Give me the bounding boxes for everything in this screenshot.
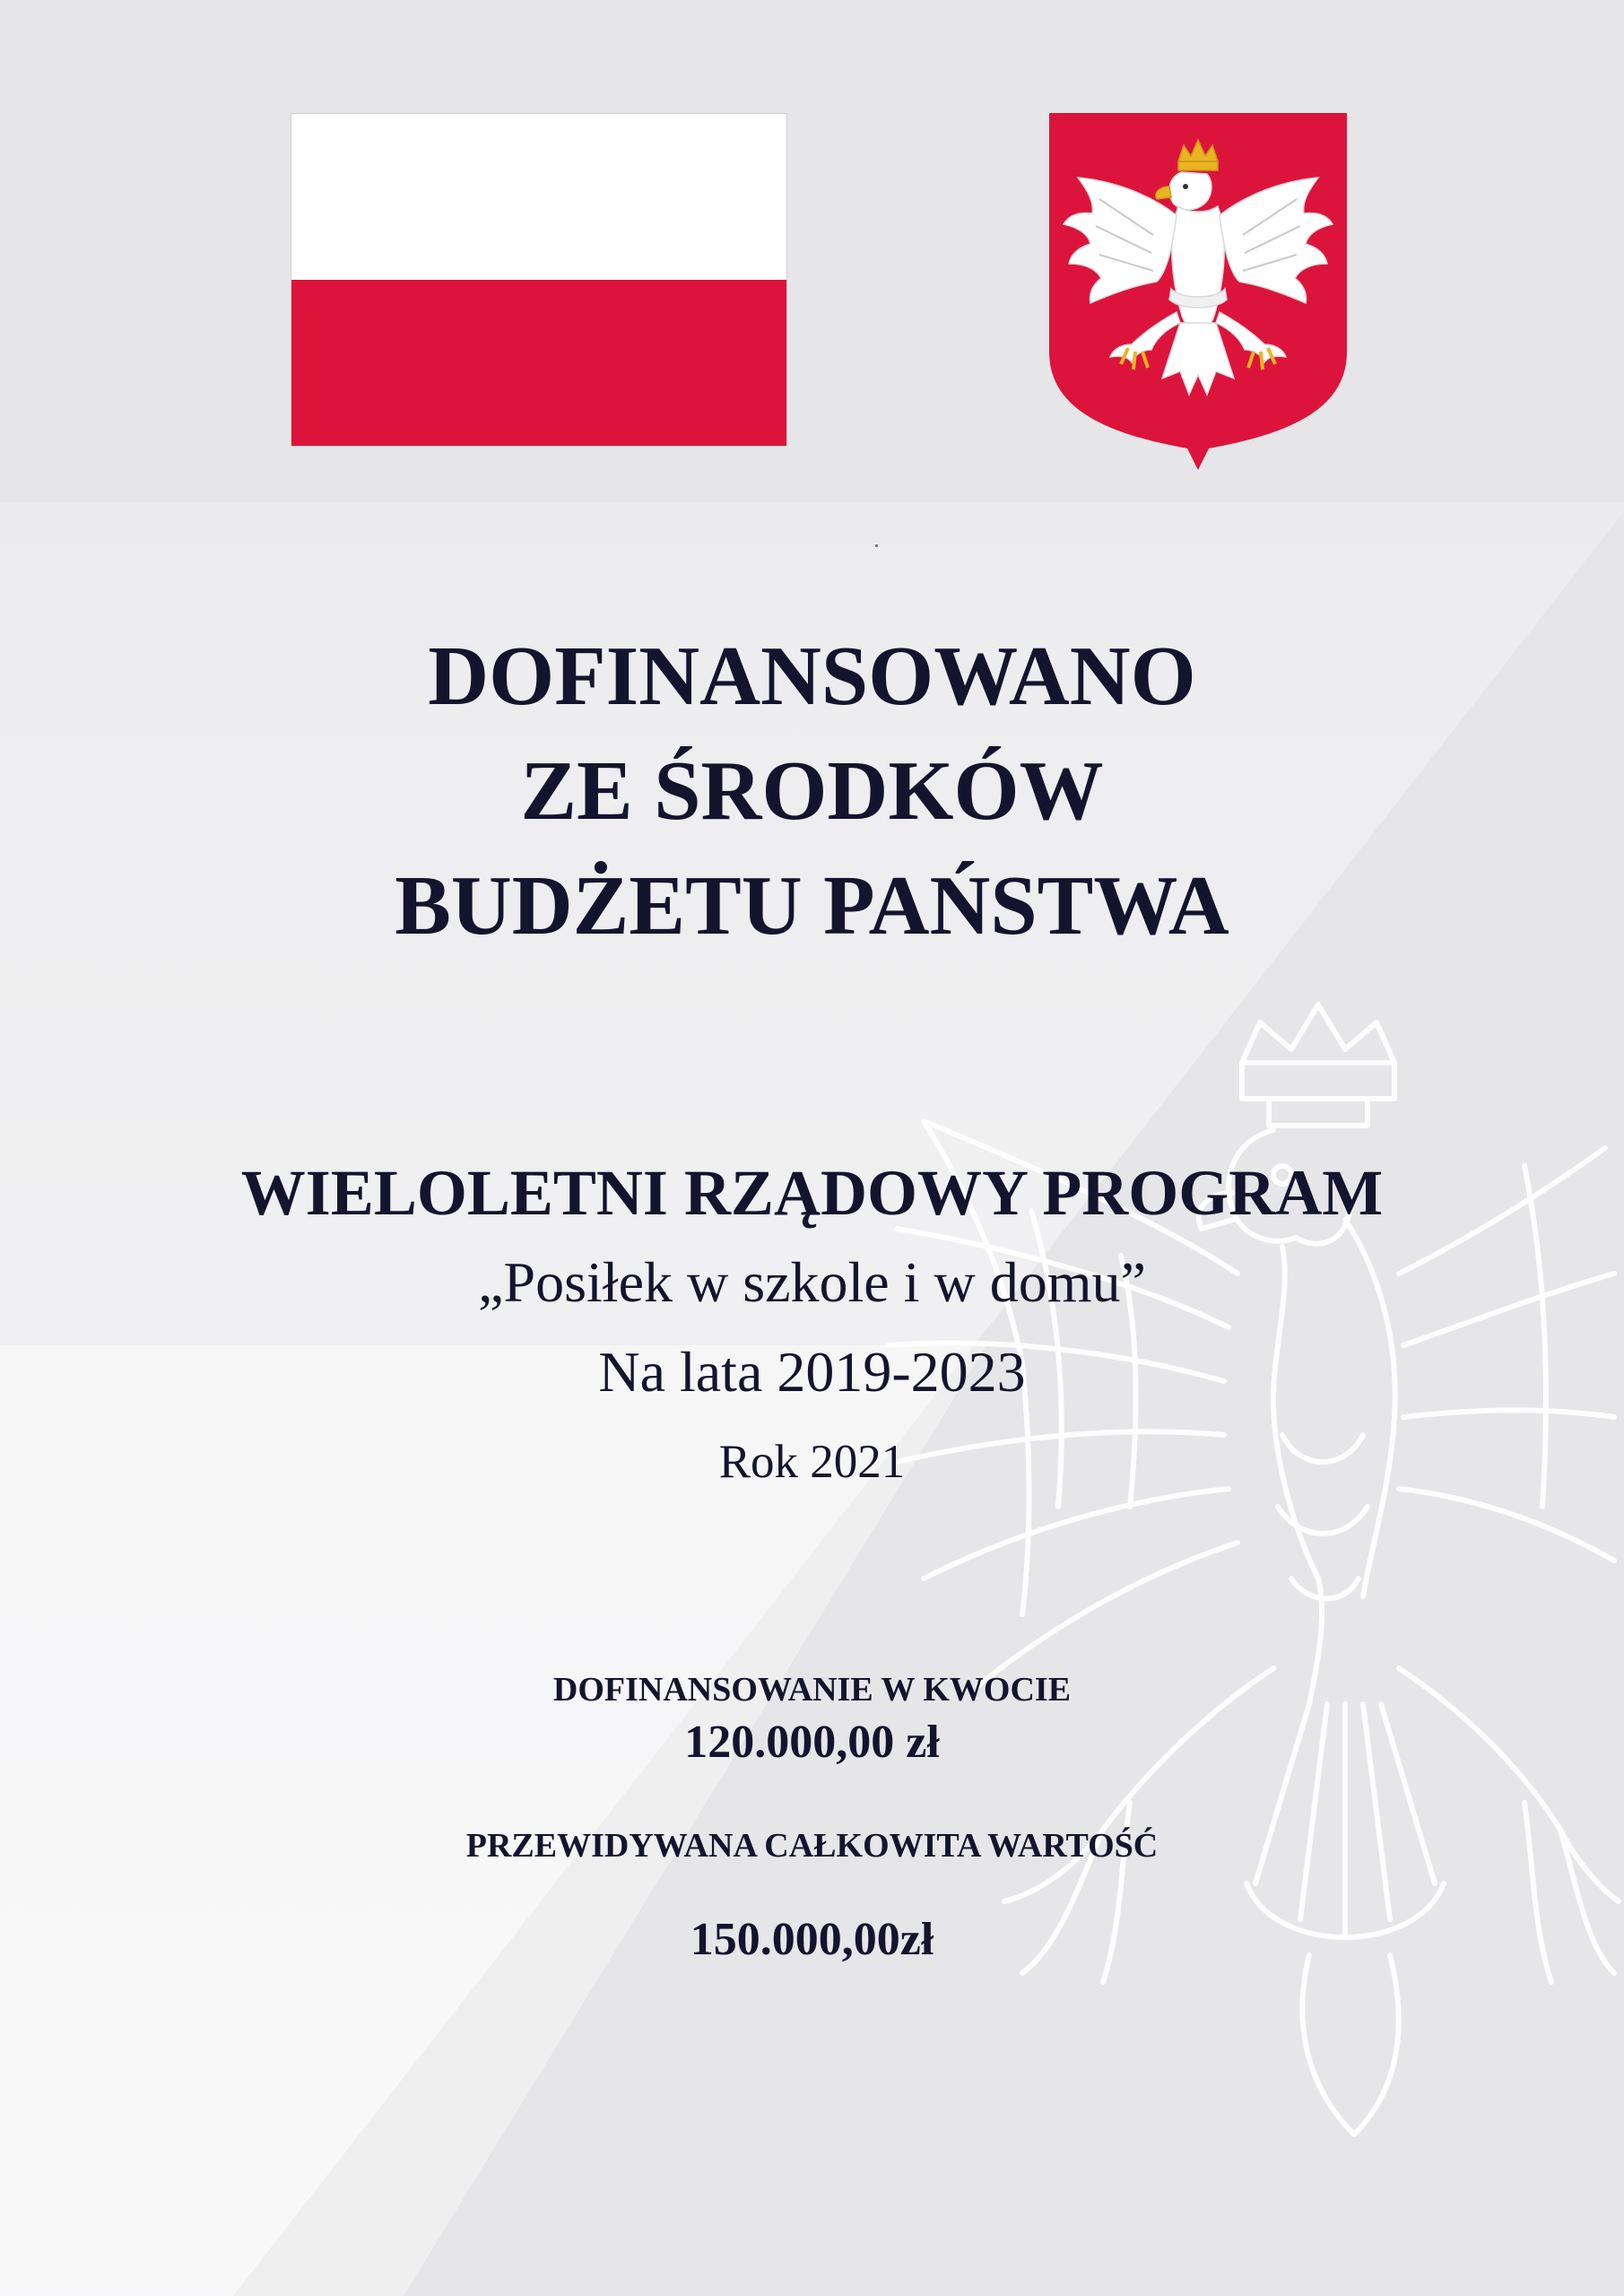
funding-label: DOFINANSOWANIE W KWOCIE — [552, 1671, 1072, 1709]
program-years: Na lata 2019-2023 — [598, 1340, 1026, 1404]
program-year: Rok 2021 — [718, 1436, 906, 1488]
polish-flag-icon — [291, 113, 787, 447]
headline-line-2: ZE ŚRODKÓW — [520, 744, 1104, 838]
program-name: „Posiłek w szkole i w domu” — [478, 1250, 1146, 1314]
total-value-amount: 150.000,00zł — [690, 1914, 934, 1965]
total-value-label: PRZEWIDYWANA CAŁKOWITA WARTOŚĆ — [465, 1827, 1159, 1865]
headline — [0, 619, 1624, 963]
coat-of-arms-icon — [1046, 109, 1350, 470]
headline-line-1: DOFINANSOWANO — [428, 630, 1196, 723]
funding-amount: 120.000,00 zł — [684, 1717, 940, 1768]
flag-white-stripe — [291, 114, 786, 280]
headline-line-3: BUDŻETU PAŃSTWA — [395, 859, 1229, 952]
program-title: WIELOLETNI RZĄDOWY PROGRAM — [240, 1157, 1384, 1229]
flag-red-stripe — [291, 280, 786, 446]
small-dot — [875, 544, 878, 547]
